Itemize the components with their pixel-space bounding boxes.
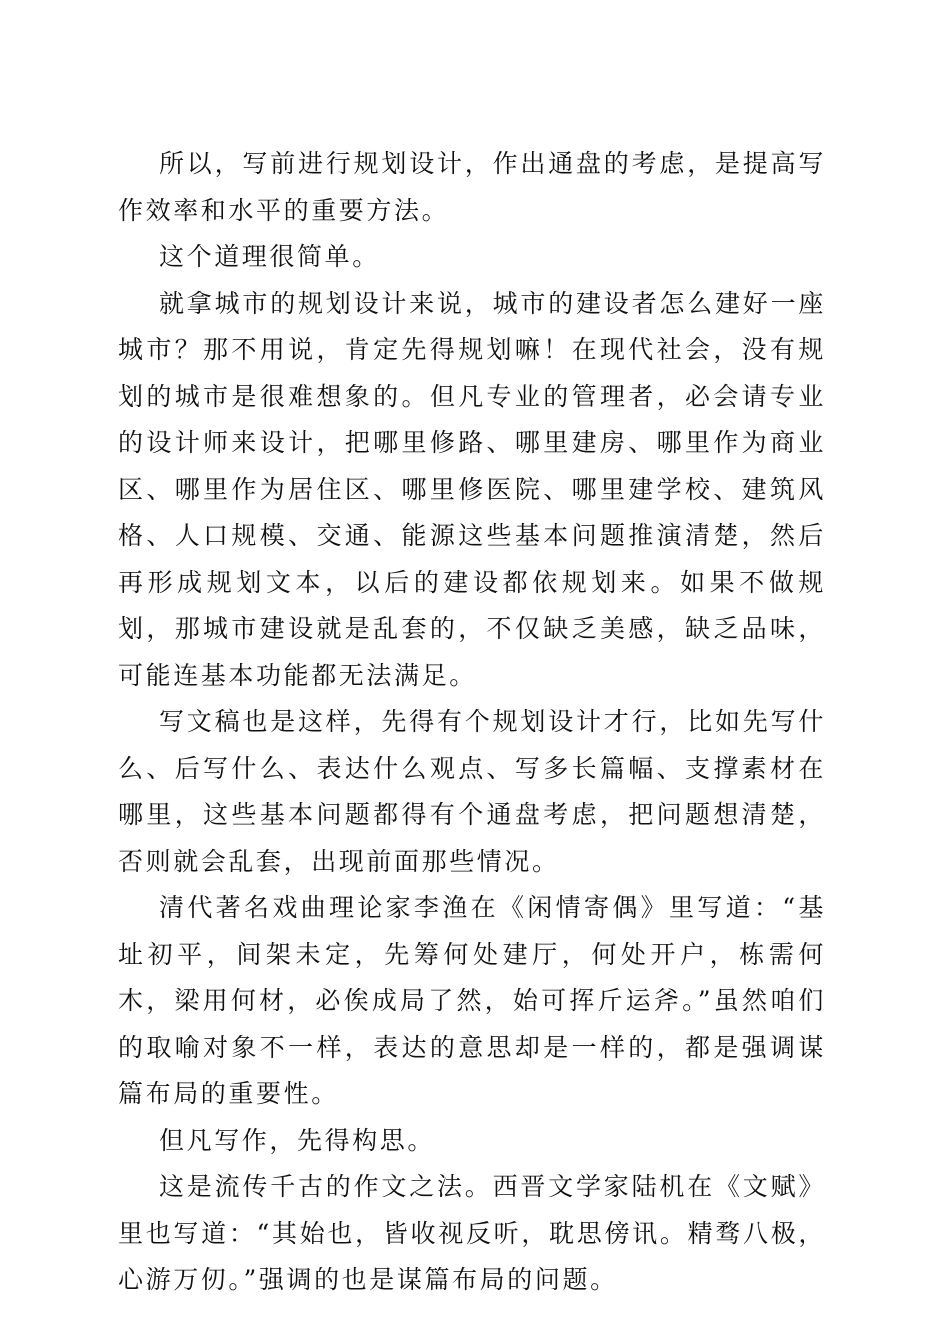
document-body — [118, 141, 826, 1304]
paragraph-3: 就拿城市的规划设计来说，城市的建设者怎么建好一座城市？那不用说，肯定先得规划嘛！在现代社会，没有规划的城市是很难想象的。但凡专业的管理者，必会请专业的设计师来设计，把哪里修路、哪里建房、哪里作为商业区、哪里作为居住区、哪里修医院、哪里建学校、建筑风格、人口规模、交通、能源这些基本问题推演清楚，然后再形成规划文本，以后的建设都依规划来。如果不做规划，那城市建设就是乱套的，不仅缺乏美感，缺乏品味，可能连基本功能都无法满足。 — [118, 288, 826, 690]
paragraph-1: 所以，写前进行规划设计，作出通盘的考虑，是提高写作效率和水平的重要方法。 — [118, 149, 826, 225]
paragraph-7: 这是流传千古的作文之法。西晋文学家陆机在《文赋》里也写道：“其始也，皆收视反听，耽思傍讯。精骛八极，心游万仞。”强调的也是谋篇布局的问题。 — [118, 1172, 826, 1294]
paragraph-6: 但凡写作，先得构思。 — [159, 1125, 436, 1155]
paragraph-4: 写文稿也是这样，先得有个规划设计才行，比如先写什么、后写什么、表达什么观点、写多长篇幅、支撑素材在哪里，这些基本问题都得有个通盘考虑，把问题想清楚，否则就会乱套，出现前面那些情况。 — [118, 707, 826, 876]
paragraph-2: 这个道理很简单。 — [159, 242, 380, 271]
paragraph-5: 清代著名戏曲理论家李渔在《闲情寄偶》里写道：“基址初平，间架未定，先筹何处建厅，何处开户，栋需何木，梁用何材，必俟成局了然，始可挥斤运斧。”虽然咱们的取喻对象不一样，表达的意思却是一样的，都是强调谋篇布局的重要性。 — [118, 893, 826, 1108]
